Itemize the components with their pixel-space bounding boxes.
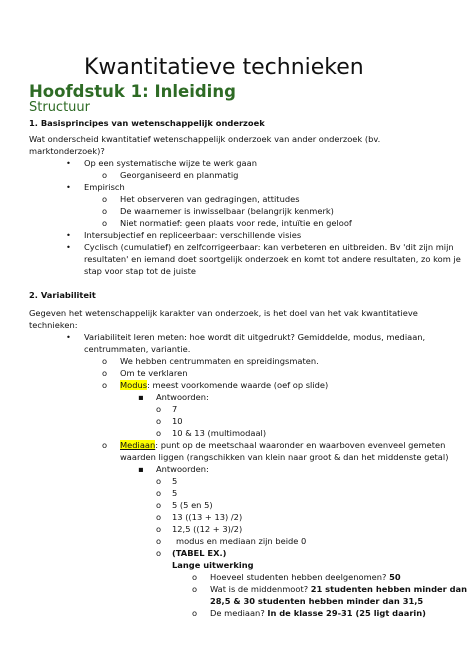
intro-line-1: Gegeven het wetenschappelijk karakter van onderzoek, is het doel van het vak kwantitatieve <box>29 308 418 318</box>
square-bullet-icon: ▪ <box>138 464 144 474</box>
intro-line-2: technieken: <box>29 320 78 330</box>
list-item-continued: resultaten' en iemand doet soortgelijk onderzoek en komt tot andere resultaten, zo kom je <box>84 254 461 264</box>
long-elaboration-label: Lange uitwerking <box>172 560 254 570</box>
modus-item <box>120 380 328 391</box>
list-item: Cyclisch (cumulatief) en zelfcorrigeerbaar: kan verbeteren en uitbreiden. Bv 'dit zijn mijn <box>84 242 454 252</box>
bullet-icon: • <box>66 230 71 240</box>
circle-bullet-icon: o <box>102 170 108 180</box>
modus-highlight: Modus <box>120 380 148 390</box>
circle-bullet-icon: o <box>102 194 108 204</box>
circle-bullet-icon: o <box>156 404 162 414</box>
circle-bullet-icon: o <box>102 218 108 228</box>
circle-bullet-icon: o <box>156 548 162 558</box>
answer-item: 10 & 13 (multimodaal) <box>172 428 267 438</box>
bullet-icon: • <box>66 182 71 192</box>
answer-item: 10 <box>172 416 183 426</box>
answer-item: modus en mediaan zijn beide 0 <box>176 536 307 546</box>
list-item: Variabiliteit leren meten: hoe wordt dit uitgedrukt? Gemiddelde, modus, mediaan, <box>84 332 426 342</box>
list-item: De waarnemer is inwisselbaar (belangrijk kenmerk) <box>120 206 334 216</box>
circle-bullet-icon: o <box>102 368 108 378</box>
answer-item: 12,5 ((12 + 3)/2) <box>172 524 243 534</box>
circle-bullet-icon: o <box>156 488 162 498</box>
circle-bullet-icon: o <box>156 476 162 486</box>
question-item <box>210 584 467 595</box>
list-item-continued: centrummaten, variantie. <box>84 344 191 354</box>
answer-item: 5 (5 en 5) <box>172 500 213 510</box>
circle-bullet-icon: o <box>156 536 162 546</box>
answer-text: 50 <box>389 572 401 582</box>
circle-bullet-icon: o <box>156 512 162 522</box>
question-text: Wat is de middenmoot? <box>210 584 311 594</box>
section-2-heading: 2. Variabiliteit <box>29 290 96 300</box>
list-item: Op een systematische wijze te werk gaan <box>84 158 257 168</box>
answer-item: 13 ((13 + 13) /2) <box>172 512 243 522</box>
mediaan-text-continued: waarden liggen (rangschikken van klein naar groot & dan het middenste getal) <box>120 452 449 462</box>
question-text: De mediaan? <box>210 608 268 618</box>
mediaan-item <box>120 440 445 451</box>
list-item: Antwoorden: <box>156 464 209 474</box>
section-heading: Structuur <box>29 100 91 115</box>
question-item <box>210 572 401 583</box>
section-1-heading: 1. Basisprincipes van wetenschappelijk onderzoek <box>29 118 265 128</box>
answer-item: 5 <box>172 488 178 498</box>
list-item: Intersubjectief en repliceerbaar: verschillende visies <box>84 230 302 240</box>
document-title: Kwantitatieve technieken <box>84 55 364 80</box>
question-line-1: Wat onderscheid kwantitatief wetenschappelijk onderzoek van ander onderzoek (bv. <box>29 134 381 144</box>
list-item: Het observeren van gedragingen, attitudes <box>120 194 300 204</box>
bullet-icon: • <box>66 242 71 252</box>
circle-bullet-icon: o <box>192 572 198 582</box>
question-line-2: marktonderzoek)? <box>29 146 105 156</box>
answer-text: 21 studenten hebben minder dan <box>310 584 468 594</box>
list-item: Georganiseerd en planmatig <box>120 170 239 180</box>
circle-bullet-icon: o <box>102 380 108 390</box>
bullet-icon: • <box>66 332 71 342</box>
square-bullet-icon: ▪ <box>138 392 144 402</box>
question-text: Hoeveel studenten hebben deelgenomen? <box>210 572 390 582</box>
list-item: Niet normatief: geen plaats voor rede, intuïtie en geloof <box>120 218 352 228</box>
circle-bullet-icon: o <box>156 416 162 426</box>
answer-text: In de klasse 29-31 (25 ligt daarin) <box>267 608 426 618</box>
circle-bullet-icon: o <box>192 584 198 594</box>
list-item: Antwoorden: <box>156 392 209 402</box>
list-item: Om te verklaren <box>120 368 188 378</box>
circle-bullet-icon: o <box>102 440 108 450</box>
circle-bullet-icon: o <box>192 608 198 618</box>
circle-bullet-icon: o <box>156 500 162 510</box>
answer-text-continued: 28,5 & 30 studenten hebben minder dan 31,5 <box>210 596 424 606</box>
circle-bullet-icon: o <box>102 206 108 216</box>
list-item: Empirisch <box>84 182 125 192</box>
mediaan-text: : punt op de meetschaal waaronder en waarboven evenveel gemeten <box>155 440 446 450</box>
list-item: We hebben centrummaten en spreidingsmaten. <box>120 356 319 366</box>
table-example-label: (TABEL EX.) <box>172 548 227 558</box>
chapter-heading: Hoofdstuk 1: Inleiding <box>29 82 236 101</box>
answer-item: 5 <box>172 476 178 486</box>
question-item <box>210 608 426 619</box>
circle-bullet-icon: o <box>156 524 162 534</box>
bullet-icon: • <box>66 158 71 168</box>
circle-bullet-icon: o <box>102 356 108 366</box>
circle-bullet-icon: o <box>156 428 162 438</box>
answer-item: 7 <box>172 404 178 414</box>
modus-text: : meest voorkomende waarde (oef op slide) <box>147 380 329 390</box>
list-item-continued: stap voor stap tot de juiste <box>84 266 197 276</box>
mediaan-highlight: Mediaan <box>120 440 156 450</box>
